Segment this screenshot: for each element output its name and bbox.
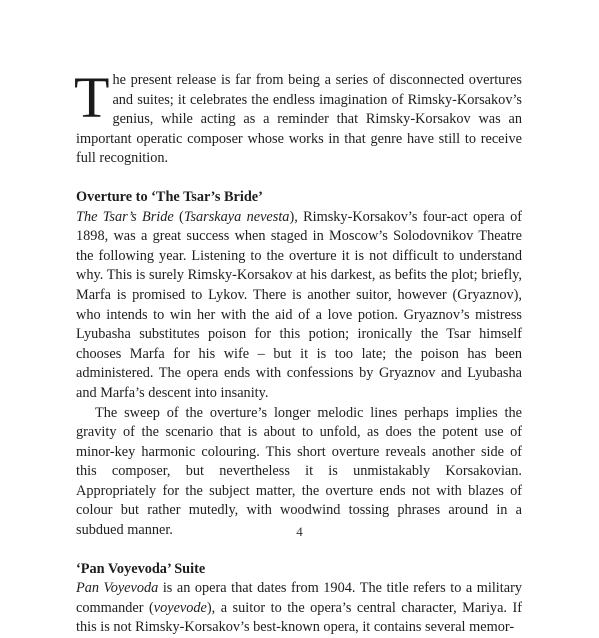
section-tsars-bride xyxy=(76,188,522,541)
section-paragraph xyxy=(76,579,522,638)
section-paragraph: The sweep of the overture’s longer melodic lines perhaps implies the gravity of the scenario that is about to unfold, as does the potent use of minor-key harmonic colouring. This short overture reveals another side of this composer, but nevertheless it is unmistakably Korsakovian. Appropriately for the subject matter, the overture ends not with blazes of colour but rather mutedly, with woodwind tossing phrases around in a subdued manner. xyxy=(76,404,522,539)
intro-paragraph xyxy=(74,65,522,638)
section-paragraph xyxy=(76,208,522,404)
text-fragment: ( xyxy=(173,208,184,225)
section-pan-voyevoda xyxy=(76,560,522,638)
opera-alt-title: Tsarskaya nevesta xyxy=(183,208,290,225)
section-heading: Overture to ‘The Tsar’s Bride’ xyxy=(76,188,263,205)
text-fragment: ), a suitor to the opera’s central character, Mariya. If this is not Rimsky-Korsakov’s best-known opera, it contains several memor- xyxy=(76,599,522,636)
opera-title: Pan Voyevoda xyxy=(76,580,159,597)
text-fragment: is an opera that dates from 1904. The title refers to a military commander ( xyxy=(76,580,522,616)
section-heading: ‘Pan Voyevoda’ Suite xyxy=(76,560,206,577)
term: voyevode xyxy=(153,599,207,616)
drop-cap: T xyxy=(74,65,110,130)
opera-title: The Tsar’s Bride xyxy=(76,208,174,225)
intro-text: he present release is far from being a series of disconnected overtures and suites; it celebrates the endless imagination of Rimsky-Korsakov’s genius, while acting as a reminder that Rimsky-Korsakov was an important operatic composer whose works in that genre have still to receive full recognition. xyxy=(76,72,522,167)
page-number: 4 xyxy=(296,524,303,539)
text-fragment: ), Rimsky-Korsakov’s four-act opera of 1898, was a great success when staged in Moscow’s Solodovnikov Theatre the following year. Listening to the overture it is not difficult to understand why. This is surely Rimsky-Korsakov at his darkest, as befits the plot; briefly, Marfa is promised to Lykov. There is another suitor, however (Gryaznov), who intends to win her with the aid of a love potion. Gryaznov’s mistress Lyubasha substitutes poison for this potion; ironically the Tsar himself chooses Marfa for his wife – but it is too late; the poison has been administered. The opera ends with confessions by Gryaznov and Lyubasha and Marfa’s descent into insanity. xyxy=(76,208,522,401)
